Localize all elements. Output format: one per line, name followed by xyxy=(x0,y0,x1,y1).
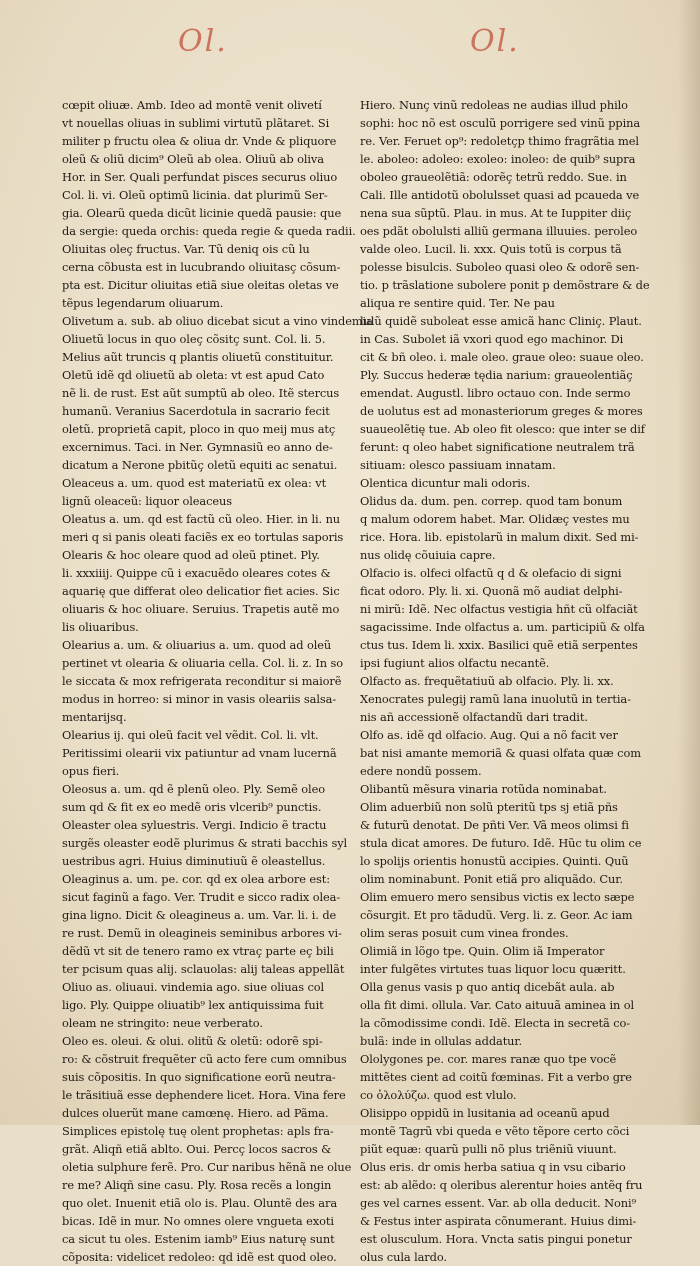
text-line: dẽdũ vt sit de tenero ramo ex vtraç parte eç bili xyxy=(62,944,334,958)
text-line: lo spolijs orientis honustũ accipies. Quinti. Quũ xyxy=(360,854,629,868)
text-line: Oliuetũ locus in quo oleç cõsitç sunt. Col. li. 5. xyxy=(62,332,326,346)
text-line: da sergie: queda orchis: queda regie & queda radii. xyxy=(62,224,356,238)
text-line: Hiero. Nunç vinũ redoleas ne audias illud philo xyxy=(360,98,628,112)
text-line: Oliuo as. oliuaui. vindemia ago. siue oliuas col xyxy=(62,980,325,994)
text-line: Olfacto as. frequẽtatiuũ ab olfacio. Ply. li. xx. xyxy=(360,674,614,688)
text-line: pta est. Dicitur oliuitas etiã siue oleitas oletas ve xyxy=(62,278,339,292)
text-line: Olim emuero mero sensibus victis ex lecto sæpe xyxy=(360,890,635,904)
text-line: Oliuitas oleç fructus. Var. Tũ deniq ois cũ lu xyxy=(62,242,310,256)
text-line: gina ligno. Dicit & oleagineus a. um. Var. li. i. de xyxy=(62,908,337,922)
text-line: quo olet. Inuenit etiã olo is. Plau. Oluntẽ des ara xyxy=(62,1196,338,1210)
text-line: re rust. Demũ in oleagineis seminibus arbores vi- xyxy=(62,926,342,940)
text-line: nis añ accessionẽ olfactandũ dari tradit. xyxy=(360,710,588,724)
text-line: Oleaginus a. um. pe. cor. qd ex olea arbore est: xyxy=(62,872,330,886)
text-line: Olearis & hoc oleare quod ad oleũ ptinet. Ply. xyxy=(62,548,320,562)
text-line: militer p fructu olea & oliua dr. Vnde & pliquore xyxy=(62,134,337,148)
text-line: li. xxxiiij. Quippe cũ i exacuẽdo oleares cotes & xyxy=(62,566,331,580)
text-line: Olla genus vasis p quo antiq dicebãt aula. ab xyxy=(360,980,615,994)
text-line: grãt. Aliqñ etiã ablto. Oui. Percç locos sacros & xyxy=(62,1142,332,1156)
text-line: Olim aduerbiũ non solũ pteritũ tps sj etiã pñs xyxy=(360,800,618,814)
text-line: Olibantũ mẽsura vinaria rotũda nominabat. xyxy=(360,782,607,796)
text-line: ges vel carnes essent. Var. ab olla deducit. Noni⁹ xyxy=(360,1196,636,1210)
text-line: le trãsitiuã esse dephendere licet. Hora. Vina fere xyxy=(62,1088,346,1102)
text-line: oletia sulphure ferẽ. Pro. Cur naribus hẽnã ne olue xyxy=(62,1160,352,1174)
text-line: de uolutus est ad monasteriorum greges & mores xyxy=(360,404,643,418)
text-line: tẽpus legendarum oliuarum. xyxy=(62,296,224,310)
text-line: q malum odorem habet. Mar. Olidæç vestes mu xyxy=(360,512,630,526)
text-line: nena sua sũptũ. Plau. in mus. At te Iuppiter diiç xyxy=(360,206,632,220)
text-line: olla fit dimi. ollula. Var. Cato aituuã aminea in ol xyxy=(360,998,635,1012)
text-column-right xyxy=(360,96,650,1264)
text-line: co ὀλολύζω. quod est vlulo. xyxy=(360,1088,517,1102)
text-line: meri q si panis oleati faciẽs ex eo tortulas saporis xyxy=(62,530,344,544)
text-line: Melius aũt truncis q plantis oliuetũ constituitur. xyxy=(62,350,334,364)
text-line: oes pdãt obolulsti alliũ germana illuuies. peroleo xyxy=(360,224,638,238)
text-line: est: ab alẽdo: q oleribus alerentur hoies antẽq fru xyxy=(360,1178,643,1192)
folio-mark-right: Ol. xyxy=(470,24,520,59)
text-line: Cali. Ille antidotũ obolulsset quasi ad pcaueda ve xyxy=(360,188,640,202)
text-line: Col. li. vi. Oleũ optimũ licinia. dat plurimũ Ser- xyxy=(62,188,328,202)
text-line: mentarijsq. xyxy=(62,710,127,724)
text-line: Oleatus a. um. qd est factũ cũ oleo. Hier. in li. nu xyxy=(62,512,341,526)
text-line: Ololygones pe. cor. mares ranæ quo tpe vocẽ xyxy=(360,1052,617,1066)
text-line: mittẽtes cient ad coitũ fœminas. Fit a verbo gre xyxy=(360,1070,632,1084)
gutter-shadow xyxy=(678,0,700,1125)
text-line: ipsi fugiunt alios olfactu necantẽ. xyxy=(360,656,550,670)
text-line: uestribus agri. Huius diminutiuũ ẽ oleastellus. xyxy=(62,854,326,868)
text-column-left xyxy=(62,96,373,1264)
text-line: montẽ Tagrũ vbi queda e vẽto tẽpore certo cõci xyxy=(360,1124,630,1138)
text-line: Peritissimi olearii vix patiuntur ad vnam lucernã xyxy=(62,746,337,760)
text-line: humanũ. Veranius Sacerdotula in sacrario fecit xyxy=(62,404,330,418)
text-line: in Cas. Subolet iã vxori quod ego machinor. Di xyxy=(360,332,624,346)
text-line: Oleosus a. um. qd ẽ plenũ oleo. Ply. Semẽ oleo xyxy=(62,782,325,796)
text-line: excernimus. Taci. in Ner. Gymnasiũ eo anno de- xyxy=(62,440,333,454)
text-line: vt nouellas oliuas in sublimi virtutũ plãtaret. Si xyxy=(62,116,330,130)
folio-mark-left: Ol. xyxy=(178,24,228,59)
text-line: cœpit oliuæ. Amb. Ideo ad montẽ venit olivetí xyxy=(62,98,322,112)
text-line: cõposita: videlicet redoleo: qd idẽ est quod oleo. xyxy=(62,1250,337,1264)
text-line: ni mirũ: Idẽ. Nec olfactus vestigia hñt cũ olfaciãt xyxy=(360,602,638,616)
text-line: Ply. Succus hederæ tędia narium: graueolentiãç xyxy=(360,368,633,382)
text-line: pertinet vt olearia & oliuaria cella. Col. li. z. In so xyxy=(62,656,343,670)
text-line: aliqua re sentire quid. Ter. Ne pau xyxy=(360,296,555,310)
text-line: ferunt: q oleo habet significatione neutralem trã xyxy=(360,440,635,454)
text-line: ficat odoro. Ply. li. xi. Quonã mõ audiat delphi- xyxy=(360,584,623,598)
text-line: oleũ & oliũ dicim⁹ Oleũ ab olea. Oliuũ ab oliva xyxy=(62,152,324,166)
text-line: Xenocrates pulegij ramũ lana inuolutũ in tertia- xyxy=(360,692,631,706)
text-line: nus olidę cõuiuia capre. xyxy=(360,548,496,562)
text-line: inter fulgẽtes virtutes tuas liquor locu quæritt. xyxy=(360,962,626,976)
text-line: oliuaris & hoc oliuare. Seruius. Trapetis autẽ mo xyxy=(62,602,340,616)
text-line: gia. Olearũ queda dicũt licinie quedã pausie: que xyxy=(62,206,342,220)
text-line: sicut faginũ a fago. Ver. Trudit e sicco radix olea- xyxy=(62,890,341,904)
text-line: Olearius a. um. & oliuarius a. um. quod ad oleũ xyxy=(62,638,332,652)
text-line: emendat. Augustl. libro octauo con. Inde sermo xyxy=(360,386,631,400)
text-line: rice. Hora. lib. epistolarũ in malum dixit. Sed mi- xyxy=(360,530,639,544)
text-line: Hor. in Ser. Quali perfundat pisces securus oliuo xyxy=(62,170,338,184)
text-line: ca sicut tu oles. Estenim iamb⁹ Eius naturę sunt xyxy=(62,1232,335,1246)
text-line: lis oliuaribus. xyxy=(62,620,139,634)
text-line: nẽ li. de rust. Est aũt sumptũ ab oleo. Itẽ stercus xyxy=(62,386,340,400)
text-line: aquarię que differat oleo delicatior fiet acies. Sic xyxy=(62,584,340,598)
text-line: le siccata & mox refrigerata reconditur si maiorẽ xyxy=(62,674,342,688)
text-line: Oleaster olea syluestris. Vergi. Indicio ẽ tractu xyxy=(62,818,327,832)
text-line: oleam ne stringito: neue verberato. xyxy=(62,1016,263,1030)
text-line: sum qd & fit ex eo medẽ oris vlcerib⁹ punctis. xyxy=(62,800,322,814)
text-line: suis cõpositis. In quo significatione eorũ neutra- xyxy=(62,1070,336,1084)
text-line: Olus eris. dr omis herba satiua q in vsu cibario xyxy=(360,1160,626,1174)
text-line: Olearius ij. qui oleũ facit vel vẽdit. Col. li. vlt. xyxy=(62,728,319,742)
text-line: bulã: inde in ollulas addatur. xyxy=(360,1034,523,1048)
text-line: cõsurgit. Et pro tãdudũ. Verg. li. z. Geor. Ac iam xyxy=(360,908,633,922)
text-line: Oleo es. oleui. & olui. olitũ & oletũ: odorẽ spi- xyxy=(62,1034,323,1048)
text-line: Olidus da. dum. pen. correp. quod tam bonum xyxy=(360,494,623,508)
text-line: la cõmodissime condi. Idẽ. Electa in secretã co- xyxy=(360,1016,630,1030)
text-line: modus in horreo: si minor in vasis oleariis salsa- xyxy=(62,692,337,706)
text-line: ligo. Ply. Quippe oliuatib⁹ lex antiquissima fuit xyxy=(62,998,324,1012)
text-line: Olfo as. idẽ qd olfacio. Aug. Qui a nõ facit ver xyxy=(360,728,618,742)
text-line: ter pcisum quas alij. sclauolas: alij taleas appellãt xyxy=(62,962,345,976)
text-line: Oletũ idẽ qd oliuetũ ab oleta: vt est apud Cato xyxy=(62,368,325,382)
text-line: re. Ver. Feruet op⁹: redoletçp thimo fragrãtia mel xyxy=(360,134,639,148)
text-line: cerna cõbusta est in lucubrando oliuitasç cõsum- xyxy=(62,260,341,274)
text-line: Olimiã in lõgo tpe. Quin. Olim iã Imperator xyxy=(360,944,605,958)
text-line: dulces oluerũt mane camœnę. Hiero. ad Pãma. xyxy=(62,1106,329,1120)
text-line: polesse bisulcis. Suboleo quasi oleo & odorẽ sen- xyxy=(360,260,640,274)
text-line: & futurũ denotat. De pñti Ver. Vã meos olimsi fi xyxy=(360,818,629,832)
text-line: le. aboleo: adoleo: exoleo: inoleo: de quib⁹ supra xyxy=(360,152,636,166)
text-line: valde oleo. Lucil. li. xxx. Quis totũ is corpus tã xyxy=(360,242,622,256)
text-line: ro: & cõstruit frequẽter cũ acto fere cum omnibus xyxy=(62,1052,347,1066)
text-line: re me? Aliqñ sine casu. Ply. Rosa recẽs a longin xyxy=(62,1178,332,1192)
text-line: sophi: hoc nõ est osculũ porrigere sed vinũ ppina xyxy=(360,116,641,130)
text-line: Oleaceus a. um. quod est materiatũ ex olea: vt xyxy=(62,476,327,490)
text-line: cit & bñ oleo. i. male oleo. graue oleo: suaue oleo. xyxy=(360,350,644,364)
text-line: bicas. Idẽ in mur. No omnes olere vngueta exoti xyxy=(62,1214,334,1228)
text-line: piũt equæ: quarũ pulli nõ plus triẽniũ viuunt. xyxy=(360,1142,617,1156)
text-line: olus cula lardo. xyxy=(360,1250,447,1264)
text-line: est olusculum. Hora. Vncta satis pingui ponetur xyxy=(360,1232,632,1246)
text-line: Olentica dicuntur mali odoris. xyxy=(360,476,531,490)
text-line: sitiuam: olesco passiuam innatam. xyxy=(360,458,556,472)
text-line: ctus tus. Idem li. xxix. Basilici quẽ etiã serpentes xyxy=(360,638,638,652)
text-line: olim seras posuit cum vinea frondes. xyxy=(360,926,569,940)
text-line: & Festus inter aspirata cõnumerant. Huius dimi- xyxy=(360,1214,637,1228)
text-line: lignũ oleaceũ: liquor oleaceus xyxy=(62,494,232,508)
text-line: oboleo graueolẽtiã: odorẽç tetrũ reddo. Sue. in xyxy=(360,170,627,184)
text-line: oletũ. proprietã capit, ploco in quo meij mus atç xyxy=(62,422,336,436)
text-line: lulũ quidẽ suboleat esse amicã hanc Cliniç. Plaut. xyxy=(360,314,642,328)
text-line: tio. p trãslatione subolere ponit p demõstrare & de xyxy=(360,278,650,292)
text-line: Olfacio is. olfeci olfactũ q d & olefacio di signi xyxy=(360,566,622,580)
text-line: olim nominabunt. Ponit etiã pro aliquãdo. Cur. xyxy=(360,872,623,886)
text-line: suaueolẽtię tue. Ab oleo fit olesco: que inter se dif xyxy=(360,422,645,436)
text-line: bat nisi amante memoriã & quasi olfata quæ com xyxy=(360,746,641,760)
text-line: Simplices epistolę tuę olent prophetas: apls fra- xyxy=(62,1124,334,1138)
text-line: Olisippo oppidũ in lusitania ad oceanũ apud xyxy=(360,1106,610,1120)
text-line: surgẽs oleaster eodẽ plurimus & strati bacchis syl xyxy=(62,836,348,850)
text-line: dicatum a Nerone pbitũç oletũ equiti ac senatui. xyxy=(62,458,338,472)
text-line: sagacissime. Inde olfactus a. um. participiũ & olfa xyxy=(360,620,645,634)
text-line: opus fieri. xyxy=(62,764,120,778)
text-line: Olivetum a. sub. ab oliuo dicebat sicut a vino vindemia xyxy=(62,314,373,328)
text-line: edere nondũ possem. xyxy=(360,764,482,778)
text-line: stula dicat amores. De futuro. Idẽ. Hũc tu olim ce xyxy=(360,836,642,850)
